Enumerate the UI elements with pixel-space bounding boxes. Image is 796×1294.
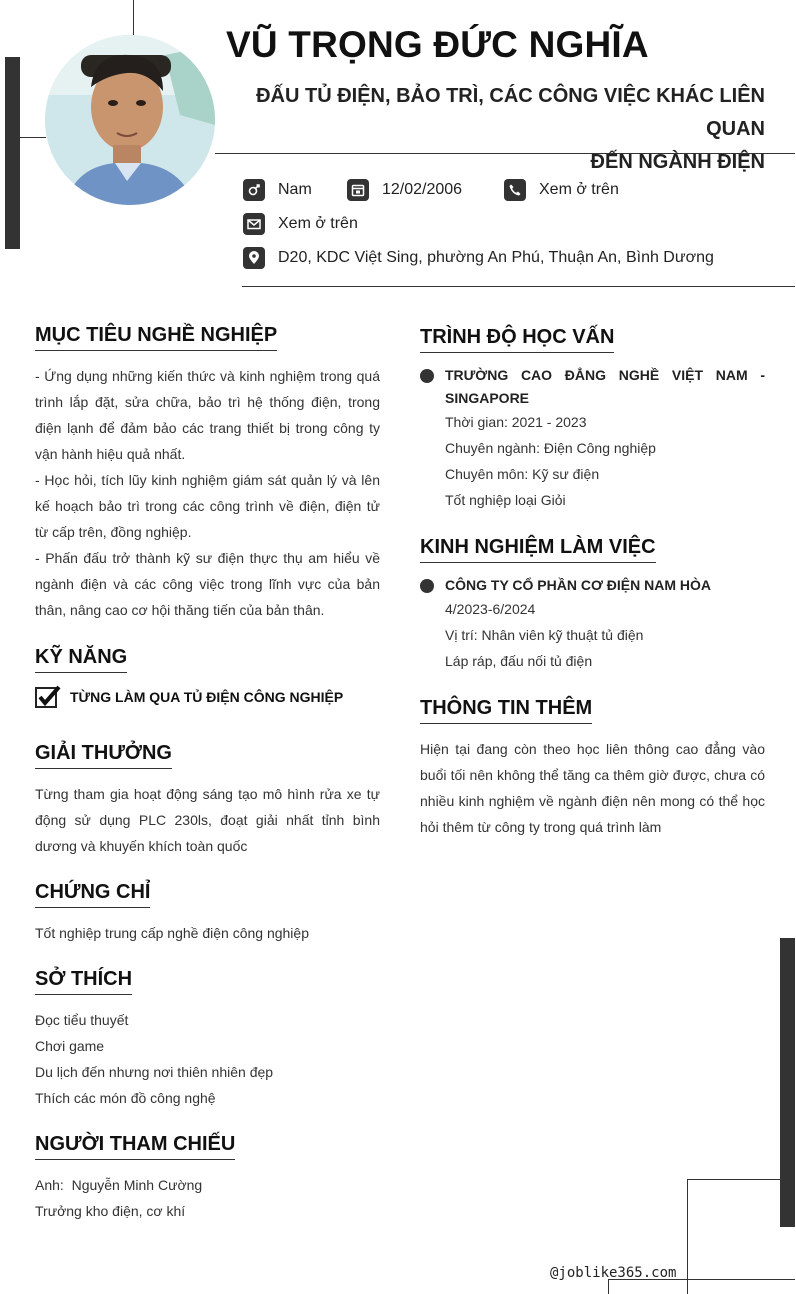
avatar	[45, 35, 215, 205]
contact-birthday	[347, 179, 462, 201]
calendar-icon	[347, 179, 369, 201]
address-value: D20, KDC Việt Sing, phường An Phú, Thuận An, Bình Dương	[278, 249, 714, 266]
job-title-line: ĐẾN NGÀNH ĐIỆN	[590, 151, 765, 173]
objective-paragraph: - Ứng dụng những kiến thức và kinh nghiệm trong quá trình lắp đặt, sửa chữa, bảo trì hệ thống điện, trong điện lạnh để đảm bảo các trang thiết bị trong công ty vận hành hiệu quả nhất.	[35, 368, 380, 462]
awards-text: Từng tham gia hoạt động sáng tạo mô hình rửa xe tự động sử dụng PLC 230ls, đoạt giải nhất tỉnh bình dương và khuyến khích toàn quốc	[35, 786, 380, 854]
hobby-item: Du lịch đến nhưng nơi thiên nhiên đẹp	[35, 1064, 274, 1080]
footer-watermark: @joblike365.com	[550, 1265, 677, 1281]
skills-heading: KỸ NĂNG	[35, 646, 127, 673]
experience-heading: KINH NGHIỆM LÀM VIỆC	[420, 536, 656, 563]
bullet-icon	[420, 369, 434, 383]
education-heading: TRÌNH ĐỘ HỌC VẤN	[420, 326, 614, 353]
references-heading: NGƯỜI THAM CHIẾU	[35, 1133, 235, 1160]
contact-address	[243, 247, 714, 269]
education-line: Tốt nghiệp loại Giỏi	[445, 492, 566, 508]
education-line: Thời gian: 2021 - 2023	[445, 414, 587, 430]
job-title	[226, 80, 765, 179]
candidate-name: VŨ TRỌNG ĐỨC NGHĨA	[226, 24, 649, 65]
certificates-text: Tốt nghiệp trung cấp nghề điện công nghiệp	[35, 925, 309, 941]
education-line: Chuyên môn: Kỹ sư điện	[445, 466, 600, 482]
experience-line: 4/2023-6/2024	[445, 601, 536, 617]
contact-gender	[243, 179, 312, 201]
contact-email	[243, 213, 358, 235]
extra-info-text: Hiện tại đang còn theo học liên thông cao đẳng vào buổi tối nên không thể tăng ca thêm giờ được, chưa có nhiều kinh nghiệm về ngành điện nên mong có thể học hỏi thêm từ công ty trong quá trình làm	[420, 741, 765, 835]
bullet-icon	[420, 579, 434, 593]
birthday-value: 12/02/2006	[382, 181, 463, 198]
phone-icon	[504, 179, 526, 201]
hobbies-list	[35, 1007, 273, 1111]
decorative-box	[687, 1179, 795, 1294]
company-name: CÔNG TY CỔ PHẦN CƠ ĐIỆN NAM HÒA	[445, 577, 712, 593]
email-icon	[243, 213, 265, 235]
experience-details	[445, 596, 643, 674]
objective-text	[35, 363, 380, 623]
awards-heading: GIẢI THƯỞNG	[35, 742, 172, 769]
decorative-line	[608, 1279, 609, 1294]
objective-paragraph: - Phấn đấu trở thành kỹ sư điện thực thụ am hiểu về ngành điện và các công việc trong lĩnh vực của bản thân, nâng cao cơ hội thăng tiến của bản thân.	[35, 550, 380, 618]
reference-line: Trưởng kho điện, cơ khí	[35, 1203, 186, 1219]
hobby-item: Chơi game	[35, 1038, 105, 1054]
hobbies-heading: SỞ THÍCH	[35, 968, 132, 995]
education-line: Chuyên ngành: Điện Công nghiệp	[445, 440, 656, 456]
checkbox-checked-icon	[35, 685, 61, 709]
hobby-item: Đọc tiểu thuyết	[35, 1012, 129, 1028]
gender-value: Nam	[278, 181, 312, 198]
experience-line: Láp ráp, đấu nối tủ điện	[445, 653, 593, 669]
skill-item	[35, 685, 343, 709]
location-icon	[243, 247, 265, 269]
school-name: TRƯỜNG CAO ĐẲNG NGHỀ VIỆT NAM - SINGAPORE	[445, 367, 765, 406]
decorative-line	[133, 0, 134, 38]
decorative-bar-left	[5, 57, 20, 249]
contact-phone	[504, 179, 619, 201]
phone-value: Xem ở trên	[539, 181, 619, 198]
decorative-line	[20, 137, 46, 138]
objective-heading: MỤC TIÊU NGHỀ NGHIỆP	[35, 324, 277, 351]
job-title-line: ĐẤU TỦ ĐIỆN, BẢO TRÌ, CÁC CÔNG VIỆC KHÁC LIÊN QUAN	[256, 85, 765, 140]
education-details	[445, 409, 656, 513]
experience-line: Vị trí: Nhân viên kỹ thuật tủ điện	[445, 627, 644, 643]
extra-info-heading: THÔNG TIN THÊM	[420, 697, 592, 724]
gender-icon	[243, 179, 265, 201]
references-list	[35, 1172, 202, 1224]
objective-paragraph: - Học hỏi, tích lũy kinh nghiệm giám sát quản lý và lên kế hoạch bảo trì trong các công trình về điện, điện tử từ cấp trên, đồng nghiệp.	[35, 472, 380, 540]
email-value: Xem ở trên	[278, 215, 358, 232]
skill-label: TỪNG LÀM QUA TỦ ĐIỆN CÔNG NGHIỆP	[70, 689, 344, 705]
reference-line: Anh: Nguyễn Minh Cường	[35, 1177, 203, 1193]
contact-divider	[242, 286, 795, 287]
hobby-item: Thích các món đồ công nghệ	[35, 1090, 216, 1106]
certificates-heading: CHỨNG CHỈ	[35, 881, 150, 908]
